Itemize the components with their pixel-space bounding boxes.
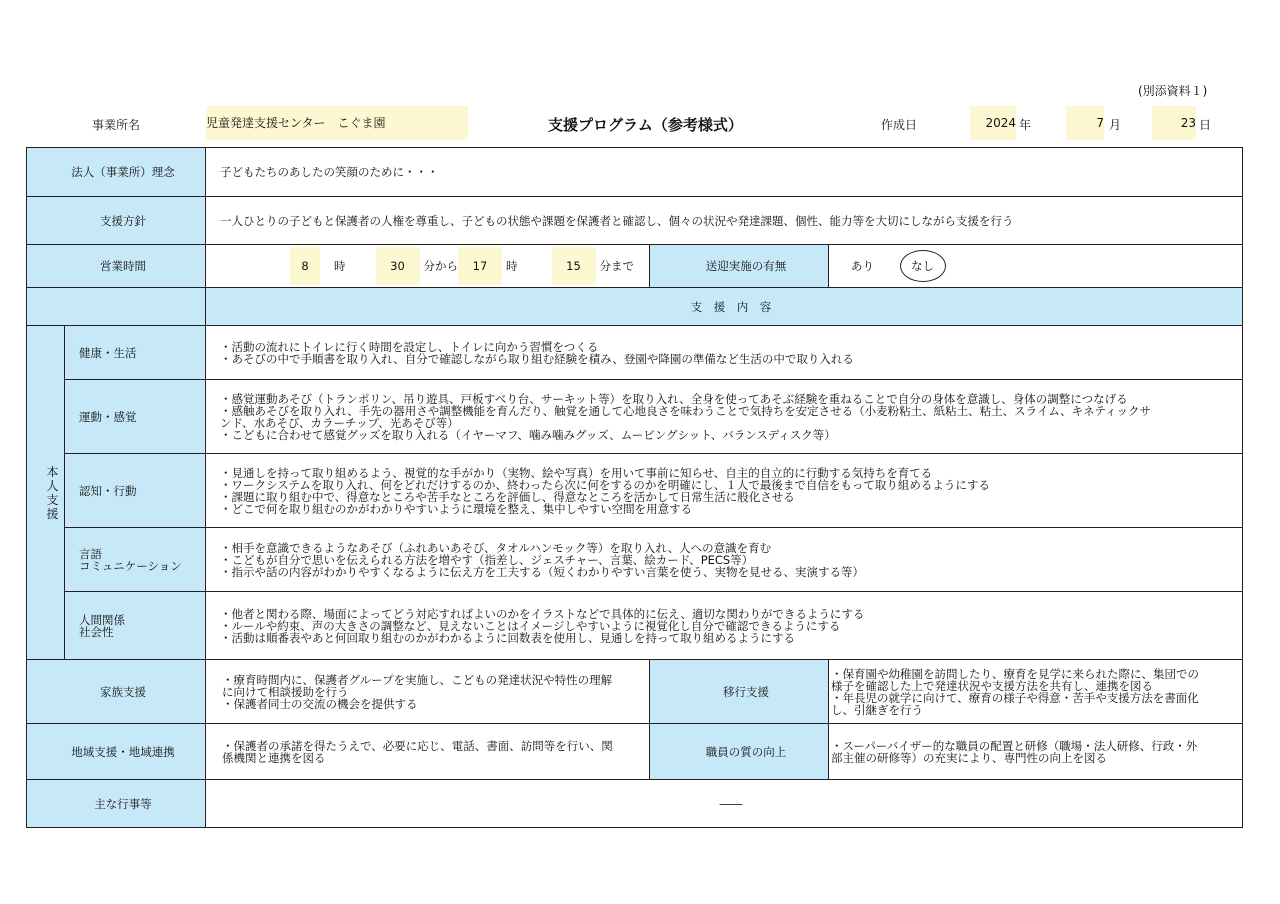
content-line: ・年長児の就学に向けて、療育の様子や得意・苦手や支援方法を書面化 xyxy=(831,690,1199,705)
policy-value[interactable]: 一人ひとりの子どもと保護者の人権を尊重し、子どもの状態や課題を保護者と確認し、個々の状況や発達課題、個性、能力等を大切にしながら支援を行う xyxy=(206,197,1243,245)
content-line: ・活動は順番表やあと何回取り組むのかがわかるように回数表を使用し、見通しを持って取り組めるようにする xyxy=(220,630,795,645)
page-title: 支援プログラム（参考様式） xyxy=(548,116,743,134)
section-row-language xyxy=(27,528,1243,592)
content-line: 様子を確認した上で発達状況や支援方法を共有し、連携を図る xyxy=(831,678,1153,693)
self-support-char: 本 xyxy=(46,464,59,479)
section-label-text: 言語 xyxy=(79,546,102,561)
section-label-text: 人間関係 xyxy=(79,612,125,627)
transition-label: 移行支援 xyxy=(650,660,829,724)
office-name: 児童発達支援センター こぐま園 xyxy=(206,116,386,130)
content-line: ・他者と関わる際、場面によってどう対応すればよいのかをイラストなどで具体的に伝え、適切な関わりができるようにする xyxy=(220,606,865,621)
events-value[interactable]: ―― xyxy=(206,780,1243,828)
support-program-table xyxy=(26,147,1243,828)
section-label-text: 認知・行動 xyxy=(79,483,137,498)
transport-no-circled[interactable]: なし xyxy=(900,250,946,282)
content-line: ・保育園や幼稚園を訪問したり、療育を見学に来られた際に、集団での xyxy=(831,666,1199,681)
content-line: ・ワークシステムを取り入れ、何をどれだけするのか、終わったら次に何をするのかを明確にし、１人で最後まで自信をもって取り組めるようにする xyxy=(220,477,990,492)
community-content[interactable] xyxy=(206,724,650,780)
self-support-char: 人 xyxy=(46,478,59,493)
events-row xyxy=(27,780,1243,828)
content-line: ・こどもに合わせて感覚グッズを取り入れる（イヤーマフ、噛み噛みグッズ、ムービングシット、バランスディスク等） xyxy=(220,427,836,442)
day-unit: 日 xyxy=(1199,118,1212,132)
end-hour-field[interactable]: 17 xyxy=(458,247,502,285)
section-row-health xyxy=(27,326,1243,380)
content-line: ・課題に取り組む中で、得意なところや苦手なところを評価し、得意なところを活かして日常生活に般化させる xyxy=(220,489,795,504)
year-field[interactable] xyxy=(970,106,1016,140)
transition-content[interactable] xyxy=(829,660,1243,724)
family-label: 家族支援 xyxy=(27,660,206,724)
start-minute-field[interactable]: 30 xyxy=(376,247,420,285)
content-line: ・活動の流れにトイレに行く時間を設定し、トイレに向かう習慣をつくる xyxy=(220,339,599,354)
section-label-motor xyxy=(65,380,206,454)
policy-row xyxy=(27,197,1243,245)
content-line: ・どこで何を取り組むのかがわかりやすいように環境を整え、集中しやすい空間を用意する xyxy=(220,501,693,516)
content-line: 係機関と連携を図る xyxy=(222,750,326,765)
section-content-social[interactable] xyxy=(206,592,1243,660)
section-label-health xyxy=(65,326,206,380)
content-line: し、引継ぎを行う xyxy=(831,702,923,717)
end-minute-field[interactable]: 15 xyxy=(552,247,596,285)
content-line: ・感覚運動あそび（トランポリン、吊り遊具、戸板すべり台、サーキット等）を取り入れ、全身を使ってあそぶ経験を重ねることで自分の身体を意識し、身体の調整につなげる xyxy=(220,391,1128,406)
hour-unit-1: 時 xyxy=(334,259,346,273)
from-label: 分から xyxy=(423,259,458,273)
content-line: ・あそびの中で手順書を取り入れ、自分で確認しながら取り組む経験を積み、登園や降園の準備など生活の中で取り入れる xyxy=(220,351,854,366)
month-field[interactable] xyxy=(1066,106,1104,140)
content-line: ・ルールや約束、声の大きさの調整など、見えないことはイメージしやすいように視覚化し自分で確認できるようにする xyxy=(220,618,841,633)
content-line: ・感触あそびを取り入れ、手先の器用さや調整機能を育んだり、触覚を通して心地良さを味わうことで気持ちを安定させる（小麦粉粘土、紙粘土、粘土、スライム、キネティックサ xyxy=(220,403,1152,418)
month-value: 7 xyxy=(1096,116,1104,130)
content-line: ・こどもが自分で思いを伝えられる方法を増やす（指差し、ジェスチャー、言葉、絵カード、PECS等） xyxy=(220,552,754,567)
attachment-note: (別添資料１) xyxy=(1138,84,1208,98)
office-label: 事業所名 xyxy=(92,118,141,132)
transport-label: 送迎実施の有無 xyxy=(650,245,829,288)
hours-cell xyxy=(206,245,650,288)
section-label-text: 運動・感覚 xyxy=(79,409,137,424)
created-date-label: 作成日 xyxy=(881,118,918,132)
section-label-language xyxy=(65,528,206,592)
section-content-language[interactable] xyxy=(206,528,1243,592)
transport-cell xyxy=(829,245,1243,288)
family-transition-row xyxy=(27,660,1243,724)
day-value: 23 xyxy=(1180,116,1196,130)
content-line: ・見通しを持って取り組めるよう、視覚的な手がかり（実物、絵や写真）を用いて事前に知らせ、自主的自立的に行動する気持ちを育てる xyxy=(220,465,933,480)
content-line: ・保護者の承諾を得たうえで、必要に応じ、電話、書面、訪問等を行い、関 xyxy=(222,738,613,753)
start-hour-field[interactable]: 8 xyxy=(290,247,320,285)
until-label: 分まで xyxy=(599,259,634,273)
section-label-text: 社会性 xyxy=(79,624,114,639)
philosophy-row xyxy=(27,148,1243,197)
hour-unit-2: 時 xyxy=(506,259,518,273)
month-unit: 月 xyxy=(1109,118,1122,132)
content-line: ・療育時間内に、保護者グループを実施し、こどもの発達状況や特性の理解 xyxy=(222,672,613,687)
self-support-char: 支 xyxy=(46,492,59,507)
staff-quality-content[interactable] xyxy=(829,724,1243,780)
section-content-motor[interactable] xyxy=(206,380,1243,454)
section-row-motor xyxy=(27,380,1243,454)
philosophy-value[interactable]: 子どもたちのあしたの笑顔のために・・・ xyxy=(206,148,1243,197)
community-staff-row xyxy=(27,724,1243,780)
philosophy-label: 法人（事業所）理念 xyxy=(27,148,206,197)
day-field[interactable] xyxy=(1152,106,1196,140)
events-label: 主な行事等 xyxy=(27,780,206,828)
hours-label: 営業時間 xyxy=(27,245,206,288)
policy-label: 支援方針 xyxy=(27,197,206,245)
content-line: に向けて相談援助を行う xyxy=(222,684,349,699)
office-name-field[interactable] xyxy=(206,106,468,140)
section-label-social xyxy=(65,592,206,660)
self-support-label xyxy=(27,326,65,660)
content-header: 支 援 内 容 xyxy=(206,288,1243,326)
section-label-text: コミュニケーション xyxy=(79,558,182,573)
year-value: 2024 xyxy=(985,116,1016,130)
year-unit: 年 xyxy=(1019,118,1032,132)
section-label-cognition xyxy=(65,454,206,528)
community-label: 地域支援・地域連携 xyxy=(27,724,206,780)
section-row-cognition xyxy=(27,454,1243,528)
content-header-row xyxy=(27,288,1243,326)
content-line: ・スーパーバイザー的な職員の配置と研修（職場・法人研修、行政・外 xyxy=(831,738,1198,753)
content-header-blank xyxy=(27,288,206,326)
section-row-social xyxy=(27,592,1243,660)
self-support-char: 援 xyxy=(46,506,59,521)
content-line: ・相手を意識できるようなあそび（ふれあいあそび、タオルハンモック等）を取り入れ、人への意識を育む xyxy=(220,540,772,555)
hours-row xyxy=(27,245,1243,288)
transport-yes[interactable]: あり xyxy=(851,259,874,273)
content-line: 部主催の研修等）の充実により、専門性の向上を図る xyxy=(831,750,1107,765)
section-content-health[interactable] xyxy=(206,326,1243,380)
section-content-cognition[interactable] xyxy=(206,454,1243,528)
section-label-text: 健康・生活 xyxy=(79,345,137,360)
content-line: ンド、水あそび、カラーチップ、光あそび等） xyxy=(220,415,459,430)
content-line: ・指示や話の内容がわかりやすくなるように伝え方を工夫する（短くわかりやすい言葉を使う、実物を見せる、実演する等） xyxy=(220,564,864,579)
family-content[interactable] xyxy=(206,660,650,724)
staff-quality-label: 職員の質の向上 xyxy=(650,724,829,780)
content-line: ・保護者同士の交流の機会を提供する xyxy=(222,696,418,711)
